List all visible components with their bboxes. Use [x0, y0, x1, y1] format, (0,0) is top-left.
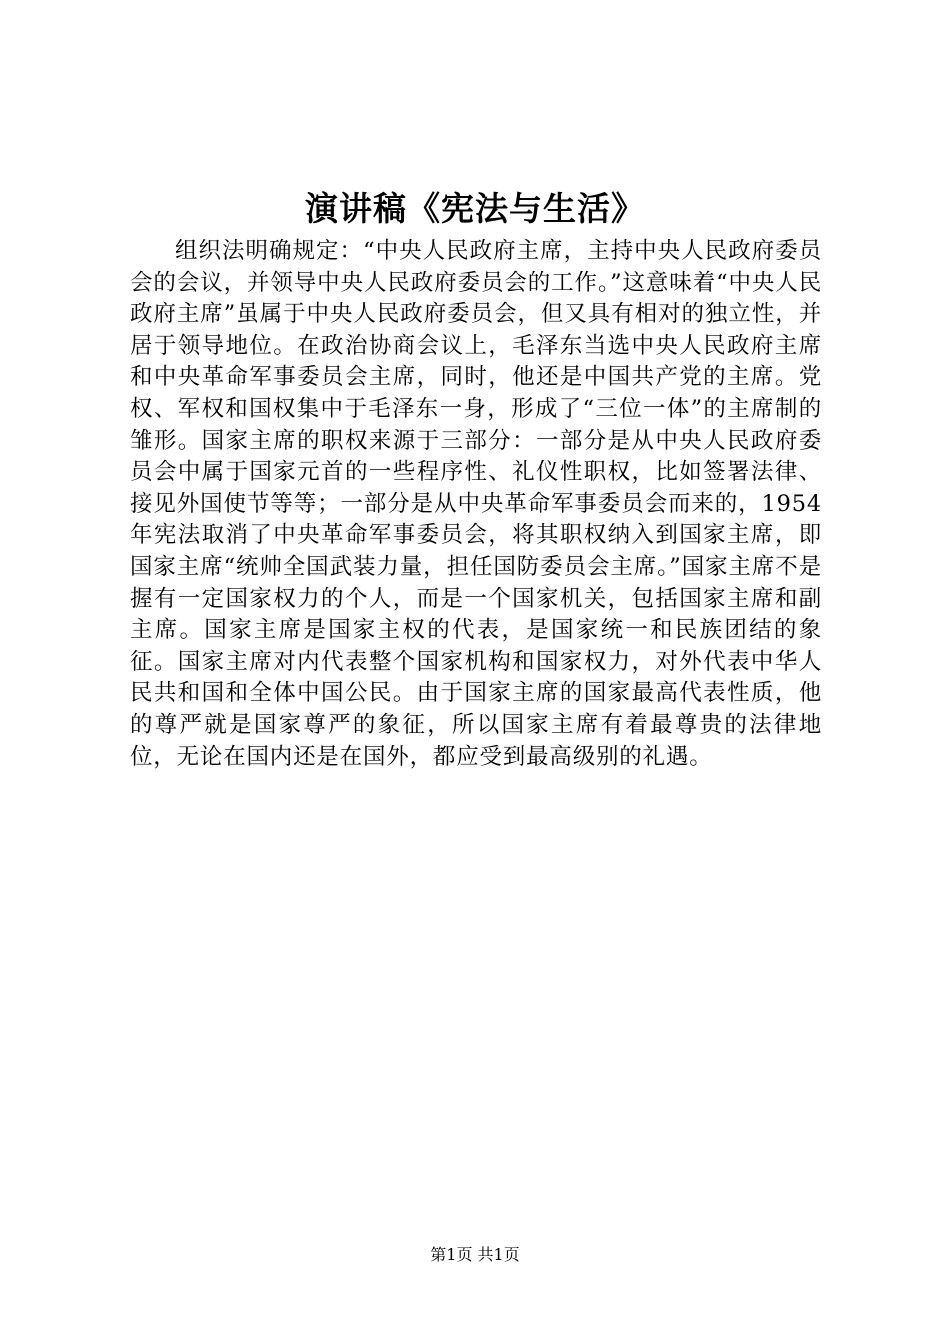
document-title: 演讲稿《宪法与生活》 [305, 189, 645, 228]
page-footer: 第1页 共1页 [430, 1245, 520, 1264]
body-paragraph: 组织法明确规定：“中央人民政府主席，主持中央人民政府委员会的会议，并领导中央人民政府委员会的工作。”这意味着“中央人民政府主席”虽属于中央人民政府委员会，但又具有相对的独立性，并居于领导地位。在政治协商会议上，毛泽东当选中央人民政府主席和中央革命军事委员会主席，同时，他还是中国共产党的主席。党权、军权和国权集中于毛泽东一身，形成了“三位一体”的主席制的雏形。国家主席的职权来源于三部分：一部分是从中央人民政府委员会中属于国家元首的一些程序性、礼仪性职权，比如签署法律、接见外国使节等等；一部分是从中央革命军事委员会而来的，1954年宪法取消了中央革命军事委员会，将其职权纳入到国家主席，即国家主席“统帅全国武装力量，担任国防委员会主席。”国家主席不是握有一定国家权力的个人，而是一个国家机关，包括国家主席和副主席。国家主席是国家主权的代表，是国家统一和民族团结的象征。国家主席对内代表整个国家机构和国家权力，对外代表中华人民共和国和全体中国公民。由于国家主席的国家最高代表性质，他的尊严就是国家尊严的象征，所以国家主席有着最尊贵的法律地位，无论在国内还是在国外，都应受到最高级别的礼遇。 [130, 238, 822, 770]
